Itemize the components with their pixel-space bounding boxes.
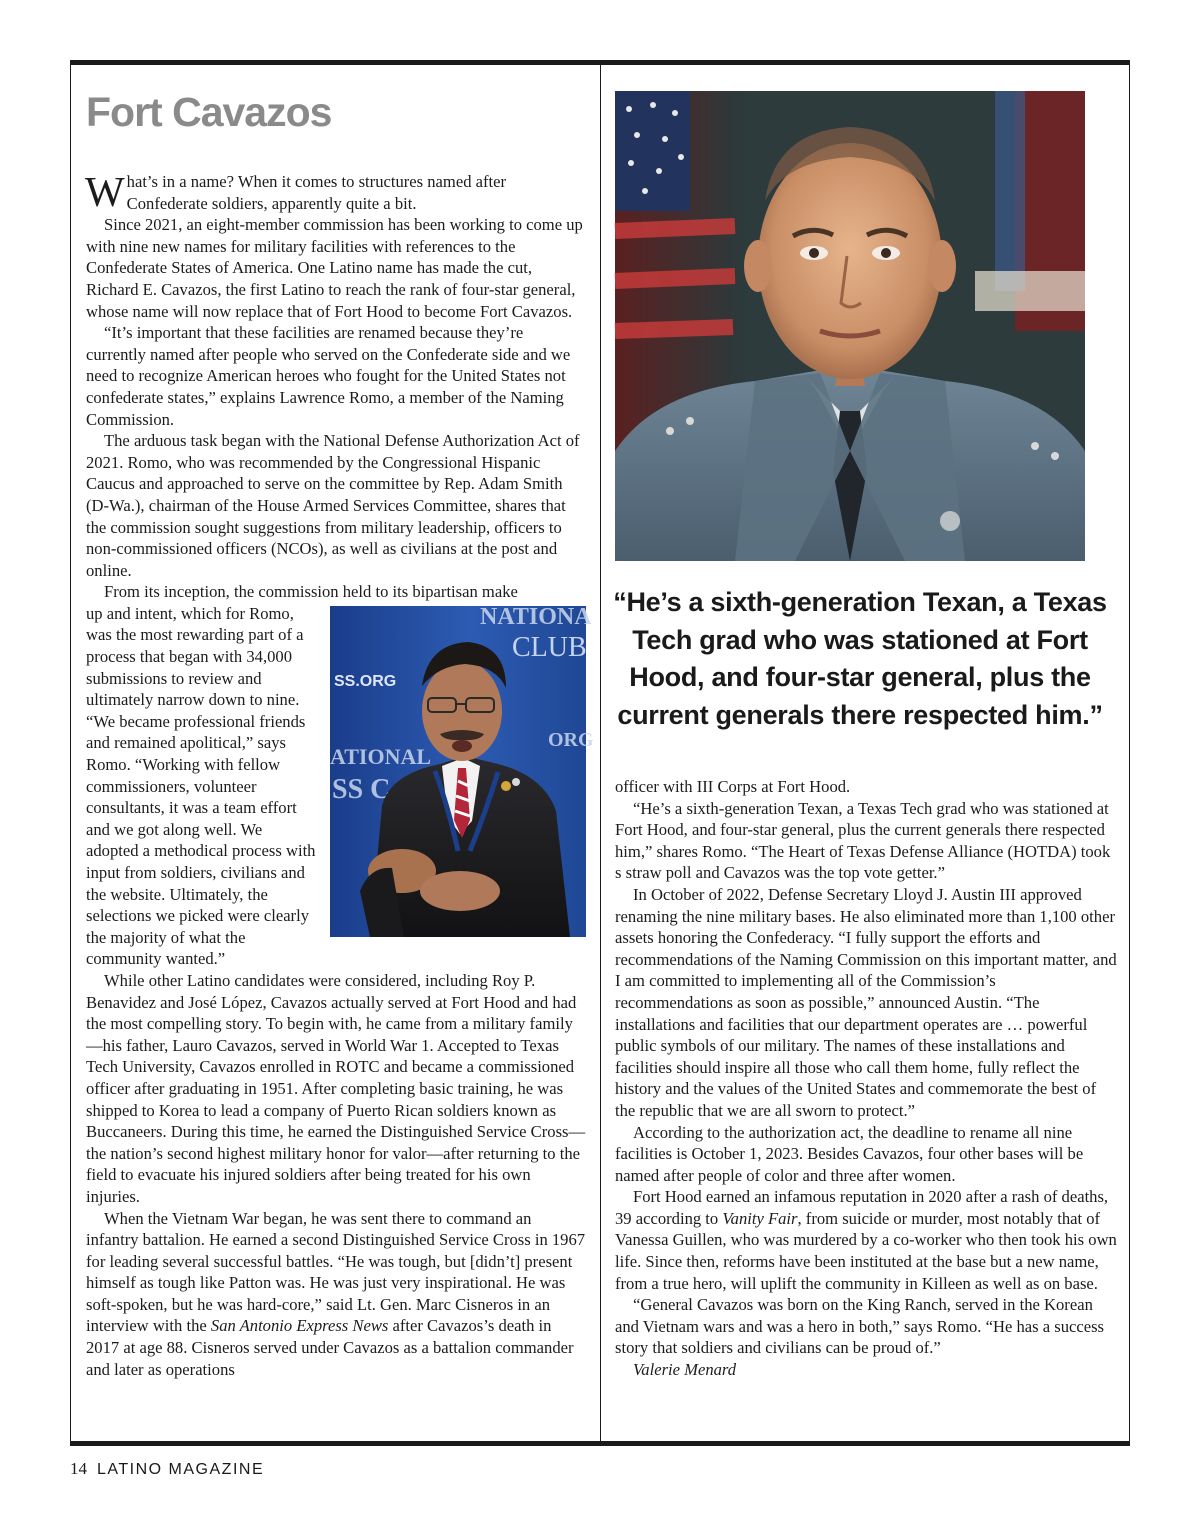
right-rule — [1129, 60, 1130, 1446]
cavazos-portrait — [615, 91, 1085, 561]
paragraph-3: “It’s important that these facilities are renamed because they’re currently named after people who served on the Confederate side and we need to recognize American heroes who fought for the United States not confederate states,” explains Lawrence Romo, a member of the Naming Commission. — [86, 323, 571, 429]
paragraph-1 — [86, 171, 586, 214]
banner-text-5: SS C — [332, 773, 391, 805]
right-column — [615, 776, 1117, 1381]
banner-text-4: ATIONAL — [330, 743, 432, 769]
paragraph-5-lead: From its inception, the commission held to its bipartisan make — [104, 582, 518, 602]
banner-text-3: SS.ORG — [334, 672, 397, 690]
right-paragraph-5-a: Fort Hood earned an infamous reputation in 2020 after a rash of deaths, 39 according to — [615, 1187, 1109, 1228]
right-paragraph-3: In October of 2022, Defense Secretary Lloyd J. Austin III approved renaming the nine military bases. He also eliminated more than 1,100 other assets honoring the Confederacy. “I fully support the efforts and recommendations of the Naming Commission on this important matter, and I am committed to implementing all of the Commission’s recommendations as soon as possible,” announced Austin. “The installations and facilities that our department operates are … powerful public symbols of our military. The names of these installations and facilities should inspire all those who call them home, fully reflect the history and the values of the United States and commemorate the best of the republic that we are all sworn to protect.” — [615, 884, 1117, 1120]
paragraph-7-a: When the Vietnam War began, he was sent there to command an infantry battalion. He earned a second Distinguished Service Cross in 1967 for leading several successful battles. “He was tough, but [didn’t] present himself as tough like Patton was. He was just very inspirational. He was soft-spoken, but he was hard-core,” said Lt. Gen. Marc Cisneros in an interview with the — [86, 1208, 586, 1336]
paragraph-2: Since 2021, an eight-member commission has been working to come up with nine new names for military facilities with references to the Confederate States of America. One Latino name has made the cut, Richard E. Cavazos, the first Latino to reach the rank of four-star general, whose name will now replace that of Fort Hood to become Fort Cavazos. — [86, 215, 583, 321]
publication-name: San Antonio Express News — [210, 1316, 389, 1336]
romo-photo — [330, 603, 594, 937]
drop-cap: W — [85, 170, 125, 216]
right-paragraph-1: officer with III Corps at Fort Hood. — [615, 777, 851, 796]
romo-speaking-illustration — [330, 603, 594, 937]
right-paragraph-2: “He’s a sixth-generation Texan, a Texas Tech grad who was stationed at Fort Hood, and four-star general, plus the current generals there respected him,” shares Romo. “The Heart of Texas Defense Alliance (HOTDA) took s straw poll and Cavazos was the top vote getter.” — [615, 798, 1111, 883]
page-footer — [70, 1459, 264, 1483]
right-paragraph-5 — [615, 1186, 1117, 1294]
cavazos-portrait-illustration — [615, 91, 1085, 561]
author-byline: Valerie Menard — [633, 1360, 737, 1380]
pull-quote: “He’s a sixth-generation Texan, a Texas Tech grad who was stationed at Fort Hood, and four-star general, plus the current generals there respected him.” — [613, 587, 1107, 730]
paragraph-1-text: hat’s in a name? When it comes to structures named after Confederate soldiers, apparently quite a bit. — [126, 172, 507, 213]
left-column — [85, 170, 594, 1380]
paragraph-5-rest: up and intent, which for Romo, was the most rewarding part of a process that began with 34,000 submissions to review and ultimately narrow down to nine. “We became professional friends and remained apolitical,” says Romo. “Working with fellow commissioners, volunteer consultants, it was a team effort and we got along well. We adopted a methodical process with input from soldiers, civilians and the website. Ultimately, the selections we picked were clearly the majority of what the community wanted.” — [86, 603, 316, 969]
right-paragraph-5-b: , from suicide or murder, most notably that of Vanessa Guillen, who was murdered by a co-worker who then took his own life. Since then, reforms have been instituted at the base but a new name, from a true hero, will uplift the community in Killeen as well as on base. — [615, 1208, 1117, 1293]
right-paragraph-6: “General Cavazos was born on the King Ranch, served in the Korean and Vietnam wars and was a hero in both,” says Romo. “He has a success story that soldiers and civilians can be proud of.” — [615, 1295, 1105, 1358]
right-paragraph-4: According to the authorization act, the deadline to rename all nine facilities is October 1, 2023. Besides Cavazos, four other bases will be named after people of color and three after women. — [615, 1122, 1084, 1185]
left-rule — [70, 60, 71, 1446]
banner-text-6: ORG — [548, 728, 594, 751]
paragraph-7-b: after Cavazos’s death in 2017 at age 88. Cisneros served under Cavazos as a battalion commander and later as operations — [86, 1316, 574, 1379]
paragraph-7 — [86, 1208, 586, 1381]
magazine-reference: Vanity Fair — [722, 1208, 798, 1228]
page-number: 14 — [70, 1459, 87, 1478]
paragraph-6: While other Latino candidates were considered, including Roy P. Benavidez and José López, Cavazos actually served at Fort Hood and had the most compelling story. To begin with, he came from a military family—his father, Lauro Cavazos, served in World War 1. Accepted to Texas Tech University, Cavazos enrolled in ROTC and became a commissioned officer after graduating in 1951. After completing basic training, he was shipped to Korea to lead a company of Puerto Rican soldiers known as Buccaneers. During this time, he earned the Distinguished Service Cross—the nation’s second highest military honor for valor—after returning to the field to evacuate his injured soldiers after being treated for his own injuries. — [86, 970, 586, 1206]
banner-text-2: CLUB — [512, 631, 587, 663]
column-divider — [600, 64, 601, 1442]
article-title: Fort Cavazos — [86, 89, 332, 135]
paragraph-4: The arduous task began with the National Defense Authorization Act of 2021. Romo, who was recommended by the Congressional Hispanic Caucus and approached to serve on the committee by Rep. Adam Smith (D-Wa.), chairman of the House Armed Services Committee, shares that the commission sought suggestions from military leadership, officers to non-commissioned officers (NCOs), as well as civilians at the post and online. — [86, 431, 580, 580]
magazine-name: LATINO MAGAZINE — [97, 1461, 265, 1478]
banner-text-1: NATIONA — [480, 603, 592, 630]
